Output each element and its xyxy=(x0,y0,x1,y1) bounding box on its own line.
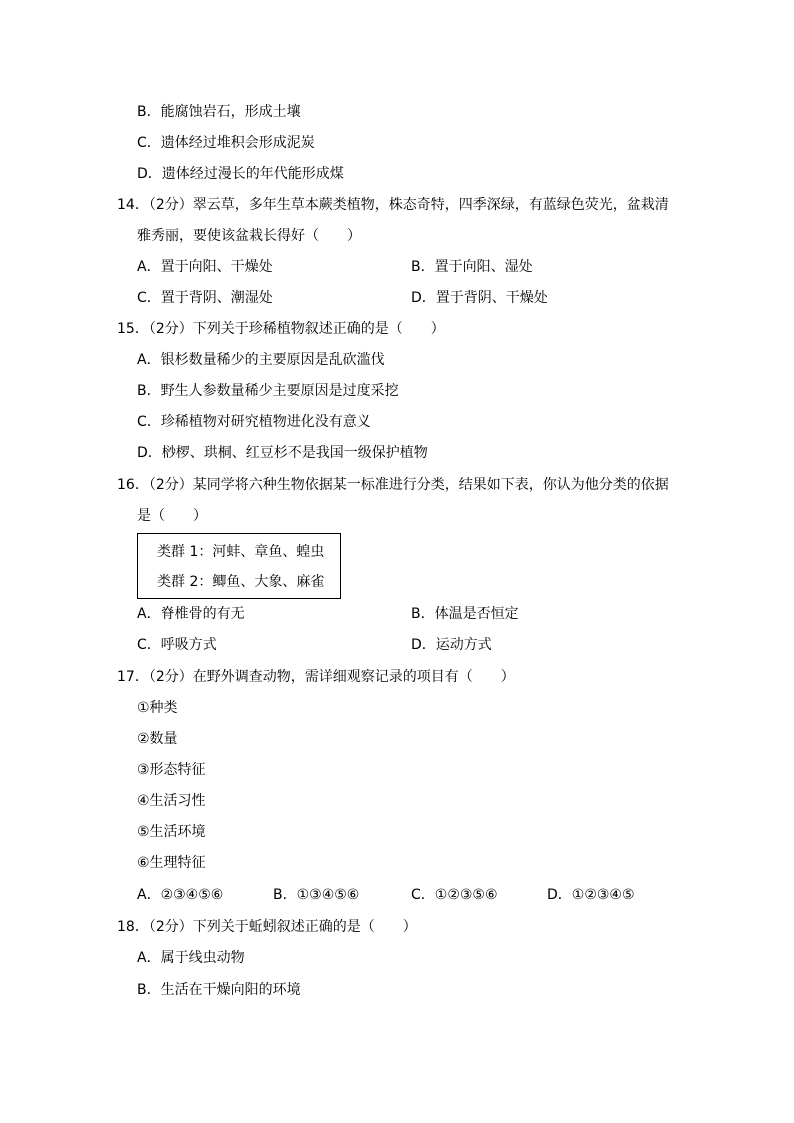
q17-item: ③形态特征 xyxy=(137,762,206,778)
q14-stem-line1: 14．（2分）翠云草，多年生草本蕨类植物，株态奇特，四季深绿，有蓝绿色荧光，盆栽清 xyxy=(117,197,669,213)
q17-option-b: B．①③④⑤⑥ xyxy=(273,887,360,903)
q16-group-1: 类群 1：河蚌、章鱼、蝗虫 xyxy=(157,544,325,560)
q17-item: ①种类 xyxy=(137,700,178,716)
q16-group-2: 类群 2：鲫鱼、大象、麻雀 xyxy=(157,574,325,590)
q17-option-c: C．①②③⑤⑥ xyxy=(411,887,498,903)
q16-stem-line2: 是（ ） xyxy=(137,508,207,524)
q16-stem-line1: 16．（2分）某同学将六种生物依据某一标准进行分类，结果如下表，你认为他分类的依据 xyxy=(117,477,669,493)
q17-item: ⑤生活环境 xyxy=(137,824,206,840)
q13-option-c: C．遗体经过堆积会形成泥炭 xyxy=(137,135,315,151)
q14-option-b: B．置于向阳、湿处 xyxy=(411,259,533,275)
q15-option-c: C．珍稀植物对研究植物进化没有意义 xyxy=(137,414,371,430)
q14-option-c: C．置于背阴、潮湿处 xyxy=(137,290,273,306)
q13-option-d: D．遗体经过漫长的年代能形成煤 xyxy=(137,166,344,182)
q13-option-b: B．能腐蚀岩石，形成土壤 xyxy=(137,104,301,120)
q16-option-b: B．体温是否恒定 xyxy=(411,606,519,622)
q16-option-d: D．运动方式 xyxy=(411,637,492,653)
q14-option-d: D．置于背阴、干燥处 xyxy=(411,290,548,306)
q15-option-d: D．桫椤、珙桐、红豆杉不是我国一级保护植物 xyxy=(137,445,428,461)
q15-option-b: B．野生人参数量稀少主要原因是过度采挖 xyxy=(137,383,399,399)
q16-option-a: A．脊椎骨的有无 xyxy=(137,606,245,622)
q16-classification-table xyxy=(137,533,341,599)
q17-item: ④生活习性 xyxy=(137,793,206,809)
q15-option-a: A．银杉数量稀少的主要原因是乱砍滥伐 xyxy=(137,352,385,368)
q14-stem-line2: 雅秀丽，要使该盆栽长得好（ ） xyxy=(137,228,361,244)
q18-stem: 18．（2分）下列关于蚯蚓叙述正确的是（ ） xyxy=(117,919,417,935)
q18-option-a: A．属于线虫动物 xyxy=(137,950,245,966)
q14-option-a: A．置于向阳、干燥处 xyxy=(137,259,273,275)
q17-option-a: A．②③④⑤⑥ xyxy=(137,887,224,903)
q18-option-b: B．生活在干燥向阳的环境 xyxy=(137,982,301,998)
q17-stem: 17．（2分）在野外调查动物，需详细观察记录的项目有（ ） xyxy=(117,669,515,685)
q16-option-c: C．呼吸方式 xyxy=(137,637,217,653)
q15-stem: 15．（2分）下列关于珍稀植物叙述正确的是（ ） xyxy=(117,321,445,337)
q17-item: ⑥生理特征 xyxy=(137,855,206,871)
q17-item: ②数量 xyxy=(137,731,178,747)
q17-option-d: D．①②③④⑤ xyxy=(547,887,635,903)
